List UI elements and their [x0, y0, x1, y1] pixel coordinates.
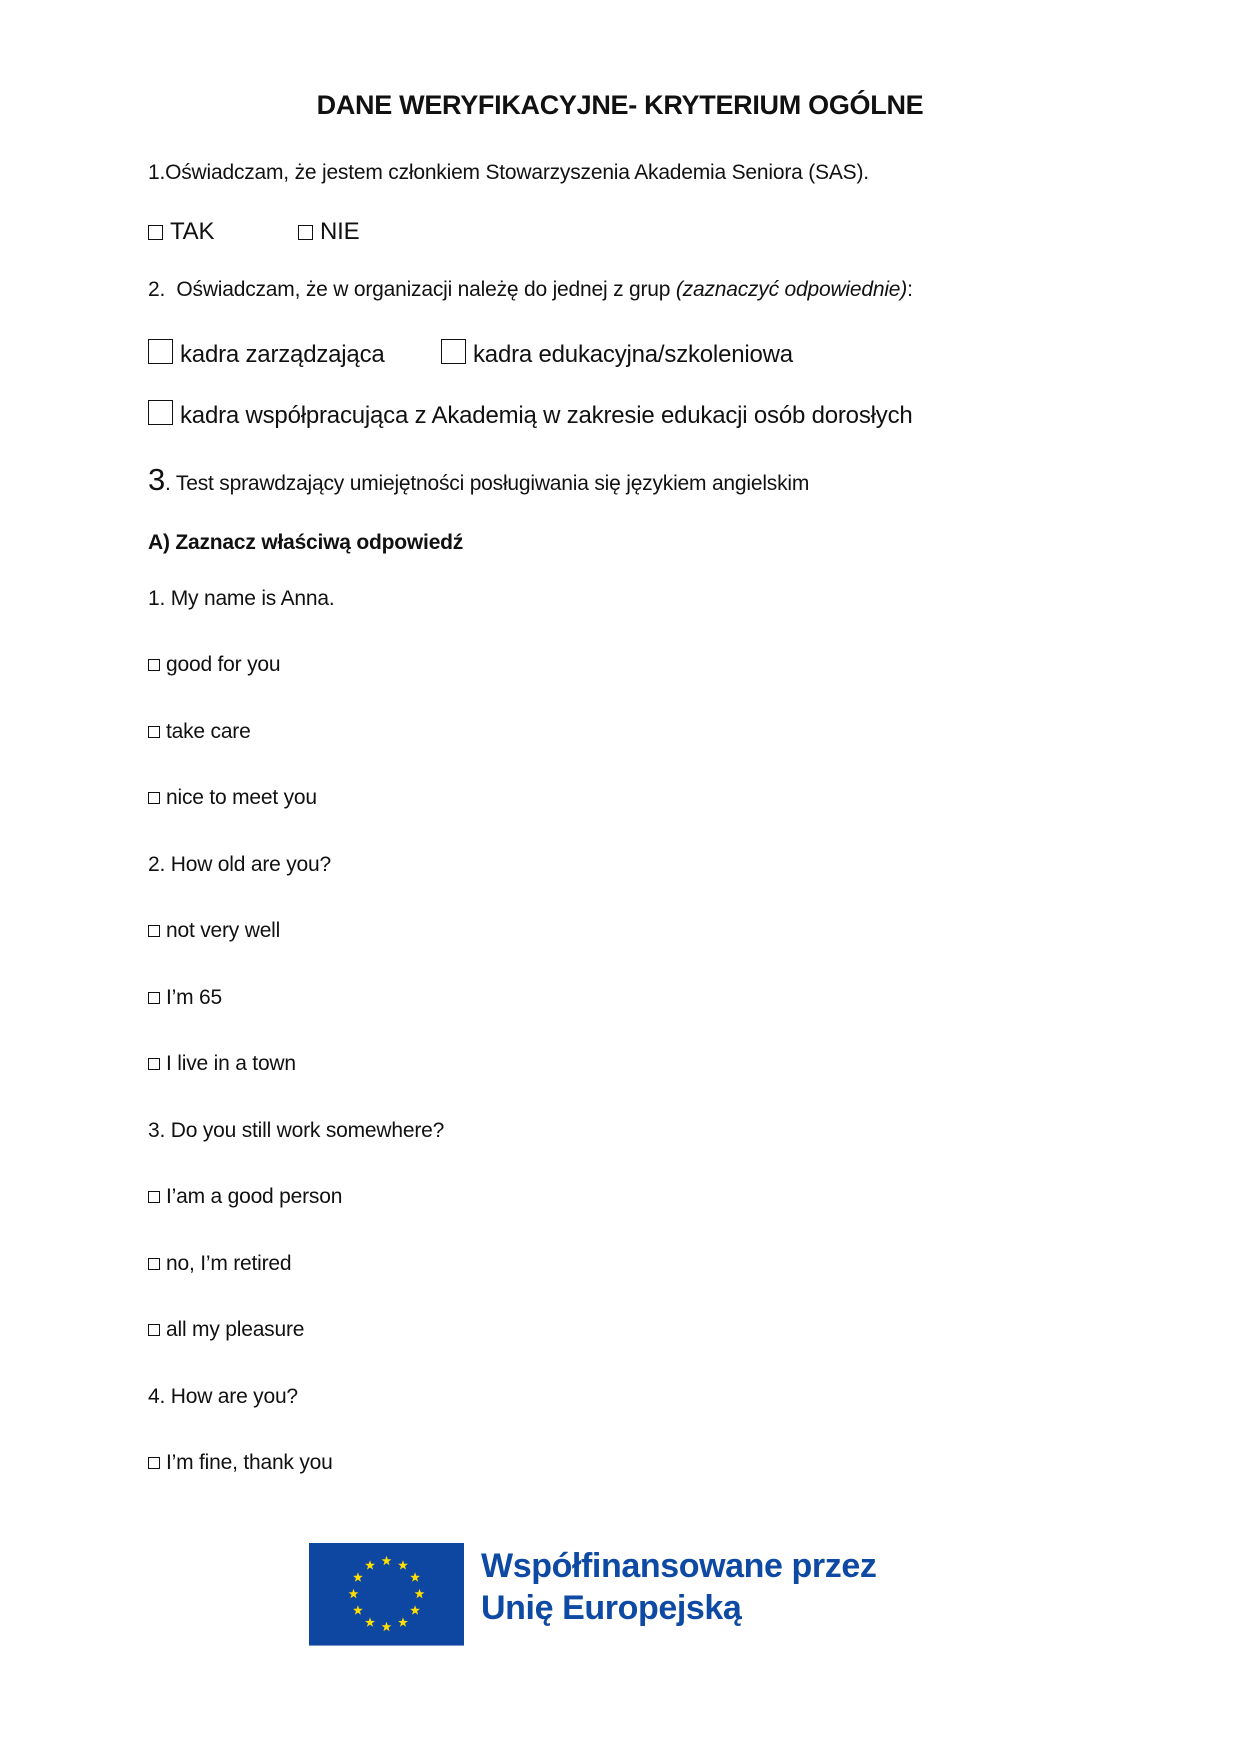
membership-statement: 1.Oświadczam, że jestem członkiem Stowarzyszenia Akademia Seniora (SAS). [148, 161, 869, 184]
answer-option[interactable] [148, 1185, 342, 1209]
answer-option[interactable] [148, 786, 317, 810]
option-label: kadra zarządzająca [180, 341, 385, 368]
checkbox-icon[interactable] [148, 1258, 160, 1270]
eu-star-icon [410, 1572, 420, 1581]
test-subheading: A) Zaznacz właściwą odpowiedź [148, 531, 464, 554]
answer-option[interactable] [148, 919, 280, 943]
checkbox-icon[interactable] [148, 659, 160, 671]
checkbox-icon[interactable] [148, 925, 160, 937]
checkbox-icon[interactable] [148, 400, 173, 425]
answer-label: I’m fine, thank you [166, 1451, 333, 1474]
answer-option[interactable] [148, 653, 280, 677]
eu-cofinanced-line2: Unię Europejską [481, 1589, 742, 1627]
eu-star-icon [349, 1589, 359, 1598]
question-3: 3. Do you still work somewhere? [148, 1119, 445, 1142]
checkbox-icon[interactable] [148, 339, 173, 364]
eu-star-icon [365, 1617, 375, 1626]
answer-option[interactable] [148, 1318, 304, 1342]
eu-star-icon [365, 1560, 375, 1569]
group-statement-colon: : [907, 278, 913, 301]
answer-label: take care [166, 720, 251, 743]
eu-stars-icon [309, 1543, 464, 1645]
answer-label: I live in a town [166, 1052, 296, 1075]
answer-label: nice to meet you [166, 786, 317, 809]
eu-star-icon [382, 1622, 392, 1631]
option-label: NIE [320, 218, 360, 245]
answer-option[interactable] [148, 986, 222, 1010]
answer-option[interactable] [148, 1052, 296, 1076]
option-kadra-zarzadzajaca[interactable] [148, 339, 385, 369]
eu-star-icon [353, 1572, 363, 1581]
option-tak[interactable] [148, 218, 214, 246]
answer-option[interactable] [148, 720, 251, 744]
eu-star-icon [398, 1617, 408, 1626]
option-label: kadra współpracująca z Akademią w zakresie edukacji osób dorosłych [180, 402, 913, 429]
checkbox-icon[interactable] [148, 792, 160, 804]
group-statement [148, 278, 913, 302]
eu-star-icon [382, 1556, 392, 1565]
answer-label: I’am a good person [166, 1185, 343, 1208]
option-kadra-edukacyjna[interactable] [441, 339, 793, 369]
test-heading-number: 3 [148, 462, 166, 497]
checkbox-icon[interactable] [148, 1457, 160, 1469]
checkbox-icon[interactable] [148, 726, 160, 738]
page-title: DANE WERYFIKACYJNE- KRYTERIUM OGÓLNE [316, 90, 924, 120]
answer-option[interactable] [148, 1252, 291, 1276]
checkbox-icon[interactable] [148, 992, 160, 1004]
eu-flag-icon [309, 1543, 464, 1646]
eu-star-icon [415, 1589, 425, 1598]
answer-label: I’m 65 [166, 986, 222, 1009]
option-label: kadra edukacyjna/szkoleniowa [473, 341, 793, 368]
question-2: 2. How old are you? [148, 853, 331, 876]
answer-label: all my pleasure [166, 1318, 305, 1341]
checkbox-icon[interactable] [148, 1191, 160, 1203]
eu-star-icon [410, 1605, 420, 1614]
test-heading-text: . Test sprawdzający umiejętności posługiwania się językiem angielskim [165, 472, 810, 495]
checkbox-icon[interactable] [148, 225, 163, 240]
checkbox-icon[interactable] [148, 1058, 160, 1070]
answer-label: good for you [166, 653, 281, 676]
question-4: 4. How are you? [148, 1385, 298, 1408]
test-heading [148, 462, 809, 498]
eu-cofinanced-line1: Współfinansowane przez [481, 1547, 877, 1585]
group-statement-main: 2. Oświadczam, że w organizacji należę do jednej z grup [148, 278, 676, 301]
answer-label: no, I’m retired [166, 1252, 292, 1275]
checkbox-icon[interactable] [148, 1324, 160, 1336]
checkbox-icon[interactable] [441, 339, 466, 364]
option-nie[interactable] [298, 218, 359, 246]
answer-label: not very well [166, 919, 281, 942]
option-label: TAK [170, 218, 215, 245]
question-1: 1. My name is Anna. [148, 587, 335, 610]
option-kadra-wspolpracujaca[interactable] [148, 400, 913, 430]
eu-star-icon [398, 1560, 408, 1569]
checkbox-icon[interactable] [298, 225, 313, 240]
eu-star-icon [353, 1605, 363, 1614]
group-statement-hint: (zaznaczyć odpowiednie) [675, 278, 908, 301]
answer-option[interactable] [148, 1451, 333, 1475]
